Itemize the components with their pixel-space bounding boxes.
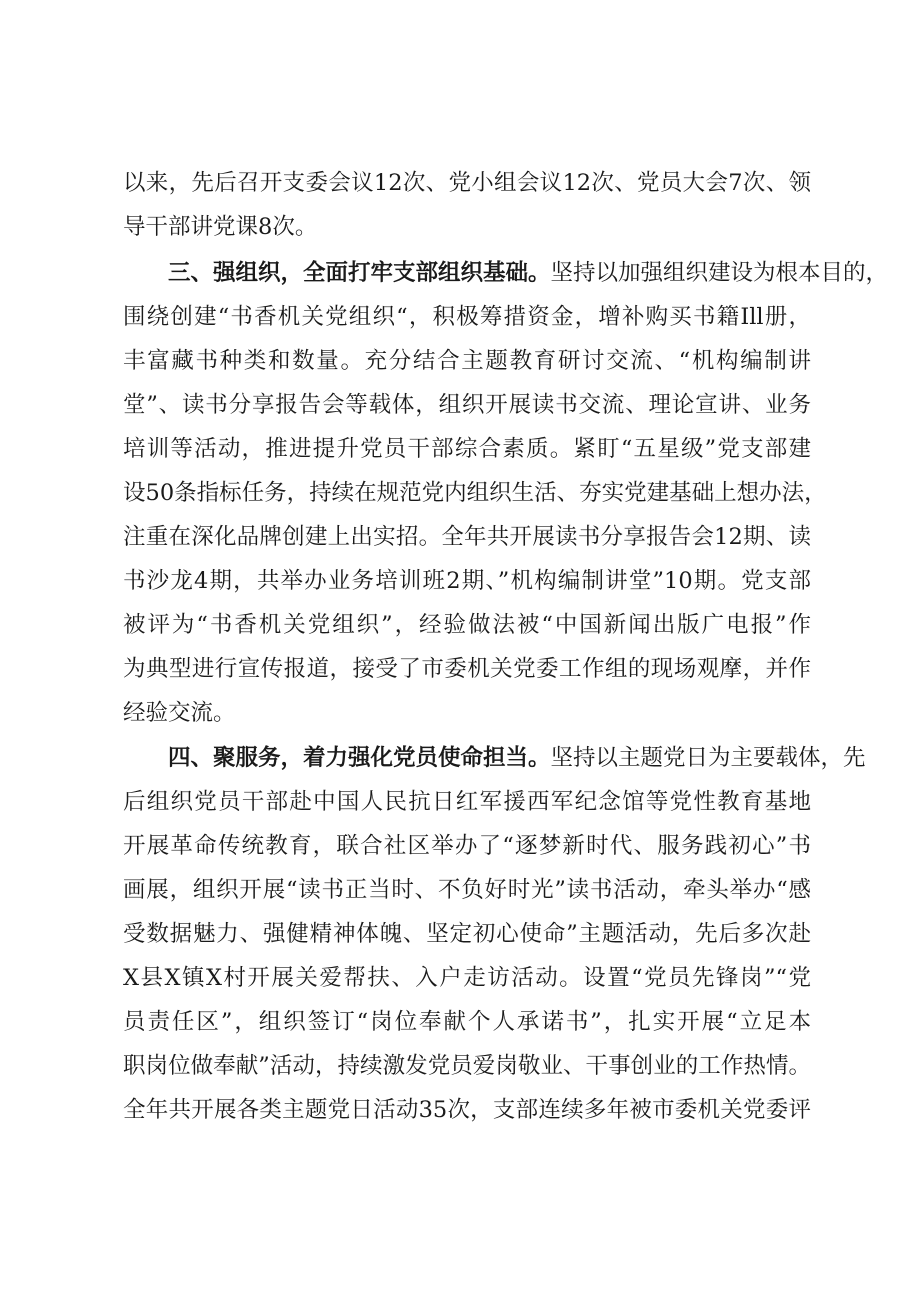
paragraph-3-line-6: X县X镇X村开展关爱帮扶、入户走访活动。设置“党员先锋岗”“党 [123, 965, 811, 991]
paragraph-2-line-9: 被评为“书香机关党组织”，经验做法被“中国新闻出版广电报”作 [123, 612, 811, 638]
paragraph-2-line-1: 坚持以加强组织建设为根本目的， [550, 260, 889, 286]
paragraph-3-line-5: 受数据魅力、强健精神体魄、坚定初心使命”主题活动，先后多次赴 [123, 921, 811, 947]
paragraph-3-first-line [168, 738, 866, 778]
paragraph-2-line-7: 注重在深化品牌创建上出实招。全年共开展读书分享报告会12期、读 [123, 524, 811, 550]
paragraph-1-line-2: 导干部讲党课8次。 [123, 214, 318, 240]
paragraph-2-line-2: 围绕创建“书香机关党组织“，积极筹措资金，增补购买书籍Ill册， [123, 304, 811, 330]
paragraph-3-line-2: 后组织党员干部赴中国人民抗日红军援西军纪念馆等党性教育基地 [123, 789, 811, 815]
paragraph-3-line-8: 职岗位做奉献”活动，持续激发党员爱岗敬业、干事创业的工作热情。 [123, 1053, 811, 1079]
paragraph-3-line-4: 画展，组织开展“读书正当时、不负好时光”读书活动，牵头举办“感 [123, 877, 811, 903]
paragraph-2-line-11: 经验交流。 [123, 700, 236, 726]
section-heading-focus-on-service: 四、聚服务，着力强化党员使命担当。 [168, 745, 551, 771]
paragraph-2-first-line [168, 253, 889, 293]
paragraph-2-line-5: 培训等活动，推进提升党员干部综合素质。紧盯“五星级”党支部建 [123, 436, 811, 462]
paragraph-3-line-7: 员责任区”，组织签订“岗位奉献个人承诺书”，扎实开展“立足本 [123, 1009, 811, 1035]
paragraph-2-line-4: 堂”、读书分享报告会等载体，组织开展读书交流、理论宣讲、业务 [123, 392, 811, 418]
paragraph-2-line-3: 丰富藏书种类和数量。充分结合主题教育研讨交流、“机构编制讲 [123, 348, 811, 374]
section-heading-strengthen-organization: 三、强组织，全面打牢支部组织基础。 [168, 260, 551, 286]
paragraph-2-line-8: 书沙龙4期，共举办业务培训班2期、”机构编制讲堂”10期。党支部 [123, 568, 811, 594]
paragraph-2-line-10: 为典型进行宣传报道，接受了市委机关党委工作组的现场观摩，并作 [123, 656, 811, 682]
paragraph-3-line-1: 坚持以主题党日为主要载体，先 [550, 745, 866, 771]
paragraph-3-line-3: 开展革命传统教育，联合社区举办了“逐梦新时代、服务践初心”书 [123, 833, 811, 859]
paragraph-3-line-9: 全年共开展各类主题党日活动35次，支部连续多年被市委机关党委评 [123, 1097, 811, 1123]
paragraph-1-line-1: 以来，先后召开支委会议12次、党小组会议12次、党员大会7次、领 [123, 170, 811, 196]
paragraph-2-line-6: 设50条指标任务，持续在规范党内组织生活、夯实党建基础上想办法， [123, 480, 827, 506]
